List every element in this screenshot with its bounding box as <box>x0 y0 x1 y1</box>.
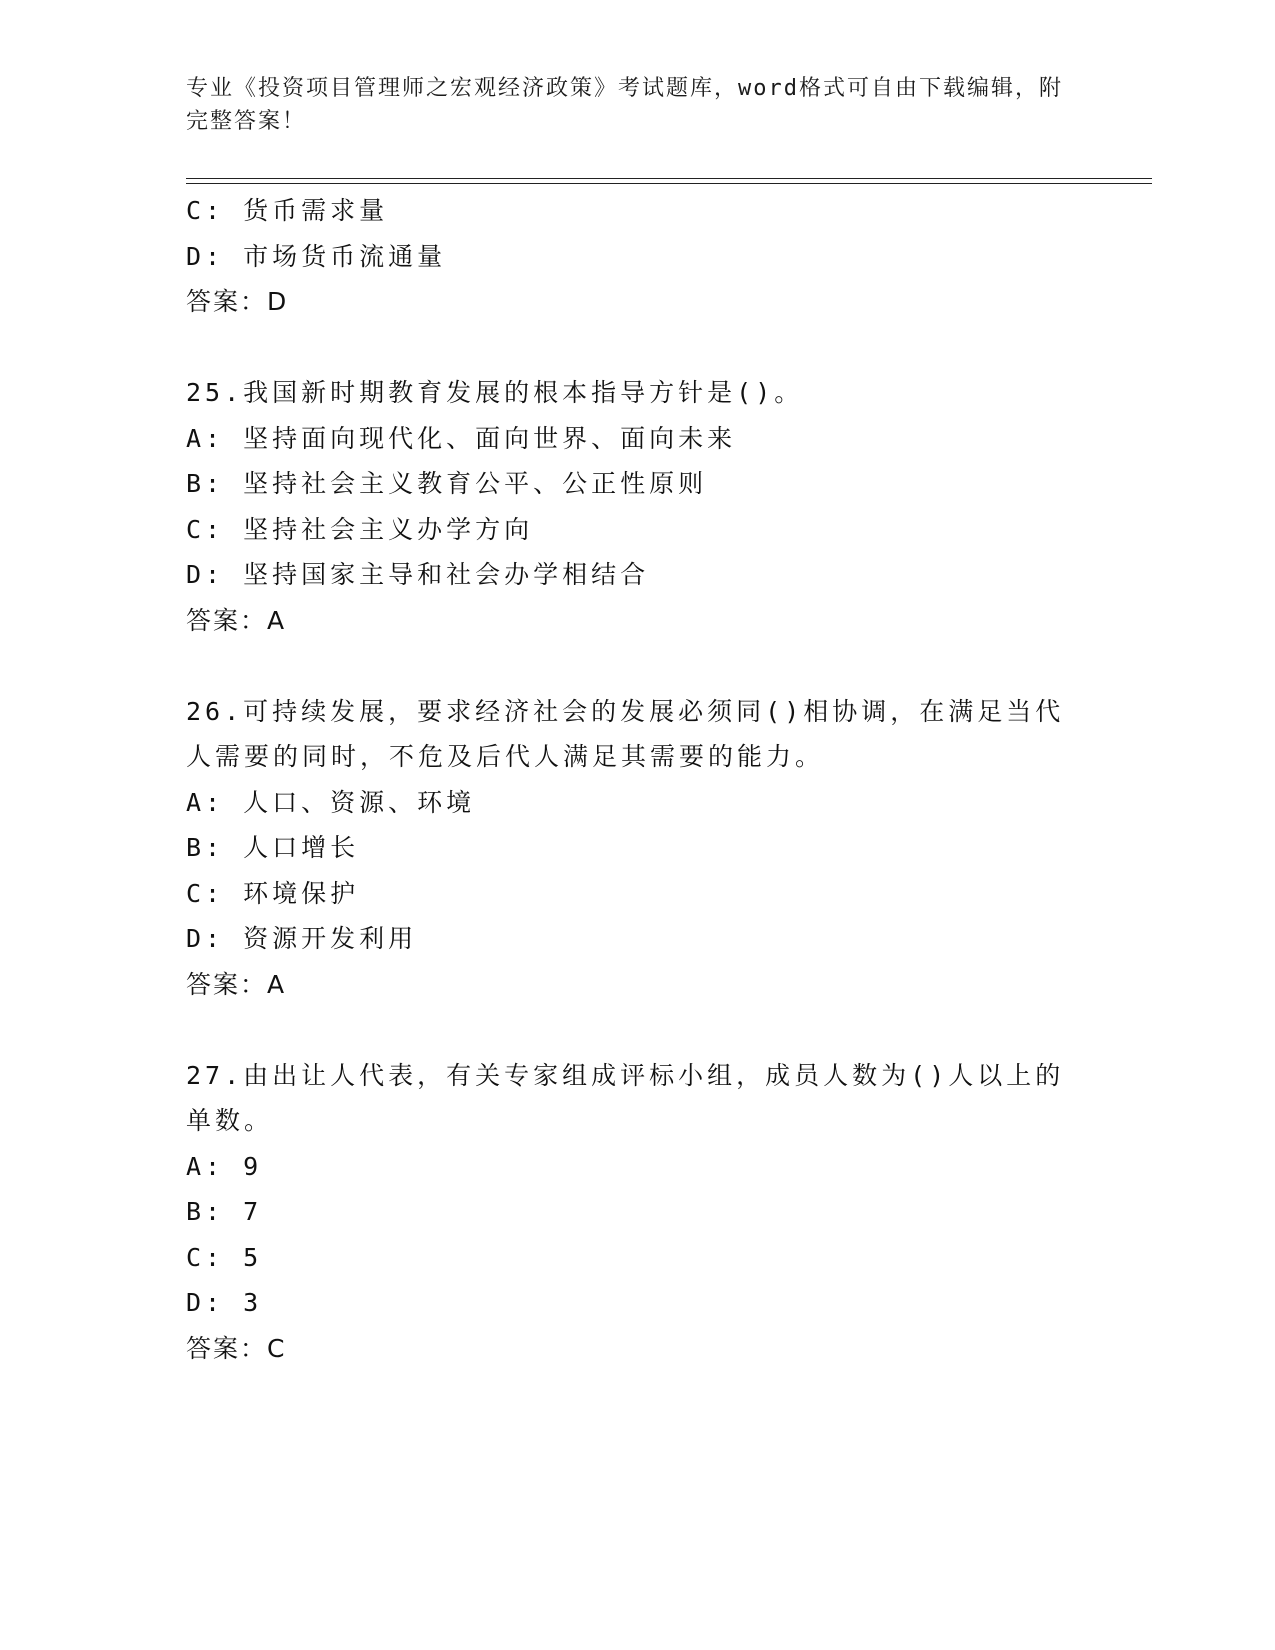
spacer <box>186 1007 1086 1053</box>
spacer <box>186 325 1086 371</box>
answer-line: 答案：A <box>186 969 287 999</box>
option-d: D: 3 <box>186 1288 263 1317</box>
question-block-27 <box>186 1053 1086 1372</box>
option-d: D: 资源开发利用 <box>186 924 418 953</box>
spacer <box>186 643 1086 689</box>
option-c: C: 环境保护 <box>186 878 360 908</box>
answer-line: 答案：C <box>186 1333 287 1363</box>
document-header: 专业《投资项目管理师之宏观经济政策》考试题库，word格式可自由下载编辑，附完整答案！ <box>186 76 1063 134</box>
option-d: D: 坚持国家主导和社会办学相结合 <box>186 560 650 589</box>
answer-line: 答案：A <box>186 605 287 635</box>
option-a: A: 9 <box>186 1151 263 1181</box>
option-b: B: 人口增长 <box>186 833 360 862</box>
option-a: A: 坚持面向现代化、面向世界、面向未来 <box>186 423 737 453</box>
option-b: B: 坚持社会主义教育公平、公正性原则 <box>186 469 708 498</box>
option-c: C: 货币需求量 <box>186 196 389 225</box>
question-list <box>186 188 1086 1371</box>
header-divider-top <box>186 178 1152 179</box>
question-stem: 26.可持续发展，要求经济社会的发展必须同()相协调，在满足当代人需要的同时，不危及后代人满足其需要的能力。 <box>186 696 1065 771</box>
answer-line: 答案：D <box>186 287 289 316</box>
option-c: C: 坚持社会主义办学方向 <box>186 514 534 544</box>
question-block-26 <box>186 689 1086 1008</box>
question-stem: 25.我国新时期教育发展的根本指导方针是()。 <box>186 378 804 407</box>
option-c: C: 5 <box>186 1242 263 1272</box>
option-a: A: 人口、资源、环境 <box>186 787 476 817</box>
question-block-25 <box>186 370 1086 643</box>
option-b: B: 7 <box>186 1197 263 1226</box>
header-divider-bottom <box>186 183 1152 184</box>
question-block-24 <box>186 188 1086 325</box>
question-stem: 27.由出让人代表，有关专家组成评标小组，成员人数为()人以上的单数。 <box>186 1060 1065 1135</box>
option-d: D: 市场货币流通量 <box>186 241 447 271</box>
